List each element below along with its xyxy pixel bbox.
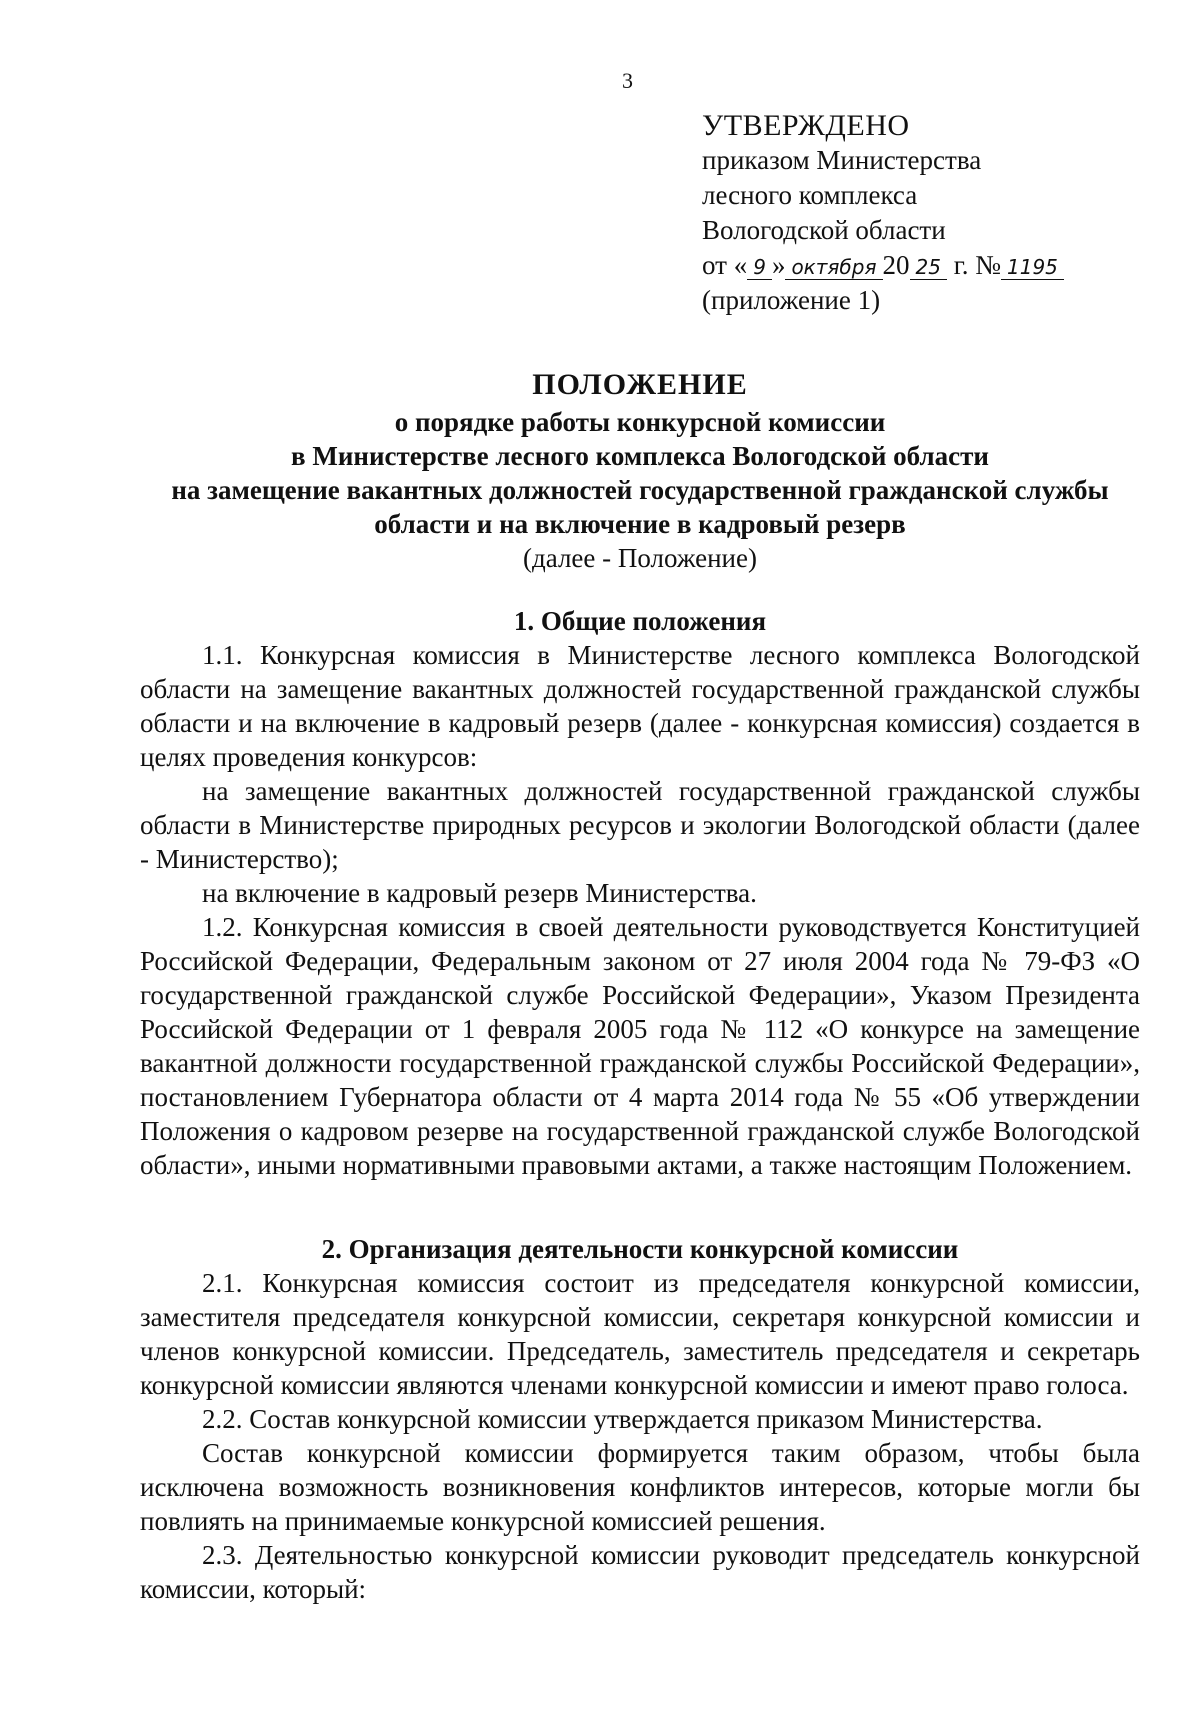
- document-subtitle-line: на замещение вакантных должностей государственной гражданской службы: [171, 475, 1109, 505]
- date-prefix: от «: [702, 250, 748, 280]
- handwritten-day: 9: [747, 255, 772, 280]
- document-subtitle-line: в Министерстве лесного комплекса Вологодской области: [291, 441, 989, 471]
- paragraph: 2.3. Деятельностью конкурсной комиссии руководит председатель конкурсной комиссии, который:: [140, 1540, 1140, 1604]
- year-prefix: 20: [882, 250, 910, 280]
- document-title: ПОЛОЖЕНИЕ: [532, 368, 748, 401]
- approval-title: УТВЕРЖДЕНО: [702, 109, 910, 142]
- document-title-block: [120, 365, 1160, 575]
- paragraph: 2.2. Состав конкурсной комиссии утверждается приказом Министерства.: [202, 1404, 1043, 1434]
- document-subtitle-line: области и на включение в кадровый резерв: [374, 509, 906, 539]
- handwritten-number: 1195: [1001, 255, 1064, 280]
- paragraph: 1.2. Конкурсная комиссия в своей деятельности руководствуется Конституцией Российской Федерации, Федеральным законом от 27 июля 2004 года № 79-ФЗ «О государственной гражданской службе Российской Федерации», Указом Президента Российской Федерации от 1 февраля 2005 года № 112 «О конкурсе на замещение вакантной должности государственной гражданской службы Российской Федерации», постановлением Губернатора области от 4 марта 2014 года № 55 «Об утверждении Положения о кадровом резерве на государственной гражданской службе Вологодской области», иными нормативными правовыми актами, а также настоящим Положением.: [140, 912, 1140, 1180]
- handwritten-month: октября: [785, 255, 882, 280]
- approval-line: лесного комплекса: [702, 180, 918, 210]
- section-organization: [140, 1232, 1140, 1606]
- paragraph: 1.1. Конкурсная комиссия в Министерстве лесного комплекса Вологодской области на замещение вакантных должностей государственной гражданской службы области и на включение в кадровый резерв (далее - конкурсная комиссия) создается в целях проведения конкурсов:: [140, 640, 1140, 772]
- year-postfix: г. №: [953, 250, 1001, 280]
- approval-appendix: (приложение 1): [702, 285, 881, 315]
- section-heading: 2. Организация деятельности конкурсной комиссии: [321, 1234, 959, 1264]
- approval-stamp: [702, 108, 1064, 318]
- section-general: [140, 604, 1140, 1182]
- page-number: 3: [622, 68, 633, 93]
- document-subtitle-line: о порядке работы конкурсной комиссии: [394, 407, 886, 437]
- paragraph: на замещение вакантных должностей государственной гражданской службы области в Министерстве природных ресурсов и экологии Вологодской области (далее - Министерство);: [140, 776, 1140, 874]
- date-mid: »: [771, 250, 786, 280]
- section-heading: 1. Общие положения: [513, 606, 767, 636]
- document-note: (далее - Положение): [523, 543, 757, 573]
- paragraph: на включение в кадровый резерв Министерства.: [202, 878, 757, 908]
- handwritten-year: 25: [910, 255, 947, 280]
- paragraph: Состав конкурсной комиссии формируется таким образом, чтобы была исключена возможность возникновения конфликтов интересов, которые могли бы повлиять на принимаемые конкурсной комиссией решения.: [140, 1438, 1140, 1536]
- approval-line: Вологодской области: [702, 215, 946, 245]
- approval-date-line: [702, 248, 1064, 283]
- approval-line: приказом Министерства: [702, 145, 982, 175]
- paragraph: 2.1. Конкурсная комиссия состоит из председателя конкурсной комиссии, заместителя председателя конкурсной комиссии, секретаря конкурсной комиссии и членов конкурсной комиссии. Председатель, заместитель председателя и секретарь конкурсной комиссии являются членами конкурсной комиссии и имеют право голоса.: [140, 1268, 1140, 1400]
